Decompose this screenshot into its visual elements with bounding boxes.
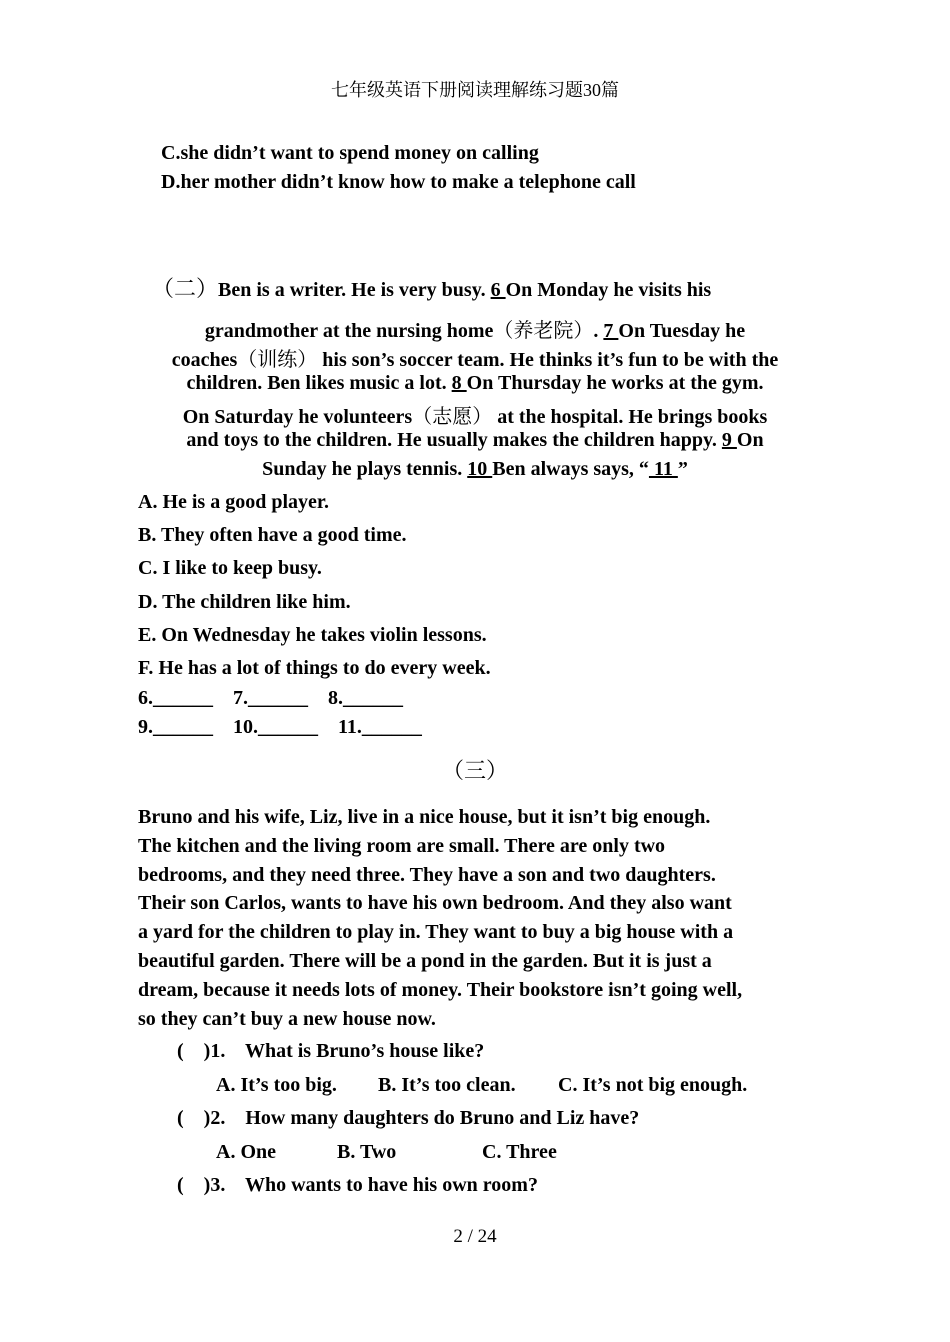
- answer-row-2[interactable]: 9.______ 10.______ 11.______: [138, 716, 422, 738]
- q1-choice-c: C. It’s not big enough.: [558, 1074, 748, 1096]
- q2-choice-c: C. Three: [482, 1141, 557, 1163]
- answer-row-1[interactable]: 6.______ 7.______ 8.______: [138, 687, 403, 709]
- page-header: 七年级英语下册阅读理解练习题30篇: [331, 80, 619, 100]
- section2-line6: and toys to the children. He usually makes the children happy. 9 On: [186, 429, 764, 451]
- section2-line7: Sunday he plays tennis. 10 Ben always says, “ 11 ”: [262, 458, 688, 480]
- option-b: B. They often have a good time.: [138, 524, 407, 546]
- q1-choice-b: B. It’s too clean.: [378, 1074, 516, 1096]
- section2-line4: children. Ben likes music a lot. 8 On Thursday he works at the gym.: [186, 372, 764, 394]
- question-2: ( )2. How many daughters do Bruno and Liz have?: [177, 1107, 640, 1129]
- passage-line: The kitchen and the living room are small. There are only two: [138, 835, 666, 857]
- passage-line: bedrooms, and they need three. They have a son and two daughters.: [138, 864, 716, 886]
- blank-8[interactable]: 8: [451, 372, 467, 394]
- option-d: D. The children like him.: [138, 591, 351, 613]
- blank-10[interactable]: 10: [467, 458, 493, 480]
- q1-choice-a: A. It’s too big.: [216, 1074, 337, 1096]
- option-e: E. On Wednesday he takes violin lessons.: [138, 624, 487, 646]
- blank-11[interactable]: 11: [648, 458, 678, 480]
- passage-line: a yard for the children to play in. They want to buy a big house with a: [138, 921, 734, 943]
- option-a: A. He is a good player.: [138, 491, 329, 513]
- section2-line5: On Saturday he volunteers（志愿） at the hospital. He brings books: [182, 406, 768, 428]
- section3-marker: （三）: [441, 758, 508, 783]
- blank-6[interactable]: 6: [490, 279, 506, 301]
- option-c-previous: C.she didn’t want to spend money on calling: [161, 142, 539, 164]
- blank-7[interactable]: 7: [603, 320, 619, 342]
- section2-line1: （二）Ben is a writer. He is very busy. 6 On Monday he visits his: [152, 276, 712, 301]
- passage-line: beautiful garden. There will be a pond in the garden. But it is just a: [138, 950, 712, 972]
- question-3: ( )3. Who wants to have his own room?: [177, 1174, 538, 1196]
- q2-choice-b: B. Two: [337, 1141, 397, 1163]
- section2-line3: coaches（训练） his son’s soccer team. He thinks it’s fun to be with the: [171, 349, 779, 371]
- option-c: C. I like to keep busy.: [138, 557, 322, 579]
- passage-line: so they can’t buy a new house now.: [138, 1008, 436, 1030]
- question-1: ( )1. What is Bruno’s house like?: [177, 1040, 485, 1062]
- q2-choice-a: A. One: [216, 1141, 276, 1163]
- passage-line: dream, because it needs lots of money. Their bookstore isn’t going well,: [138, 979, 743, 1001]
- page-number: 2 / 24: [453, 1226, 497, 1247]
- option-f: F. He has a lot of things to do every week.: [138, 657, 491, 679]
- blank-9[interactable]: 9: [721, 429, 737, 451]
- section2-marker: （二）: [152, 276, 219, 301]
- option-d-previous: D.her mother didn’t know how to make a telephone call: [161, 171, 636, 193]
- passage-line: Bruno and his wife, Liz, live in a nice house, but it isn’t big enough.: [138, 806, 711, 828]
- passage-line: Their son Carlos, wants to have his own bedroom. And they also want: [138, 892, 732, 914]
- section2-line2: grandmother at the nursing home（养老院）. 7 On Tuesday he: [204, 320, 746, 342]
